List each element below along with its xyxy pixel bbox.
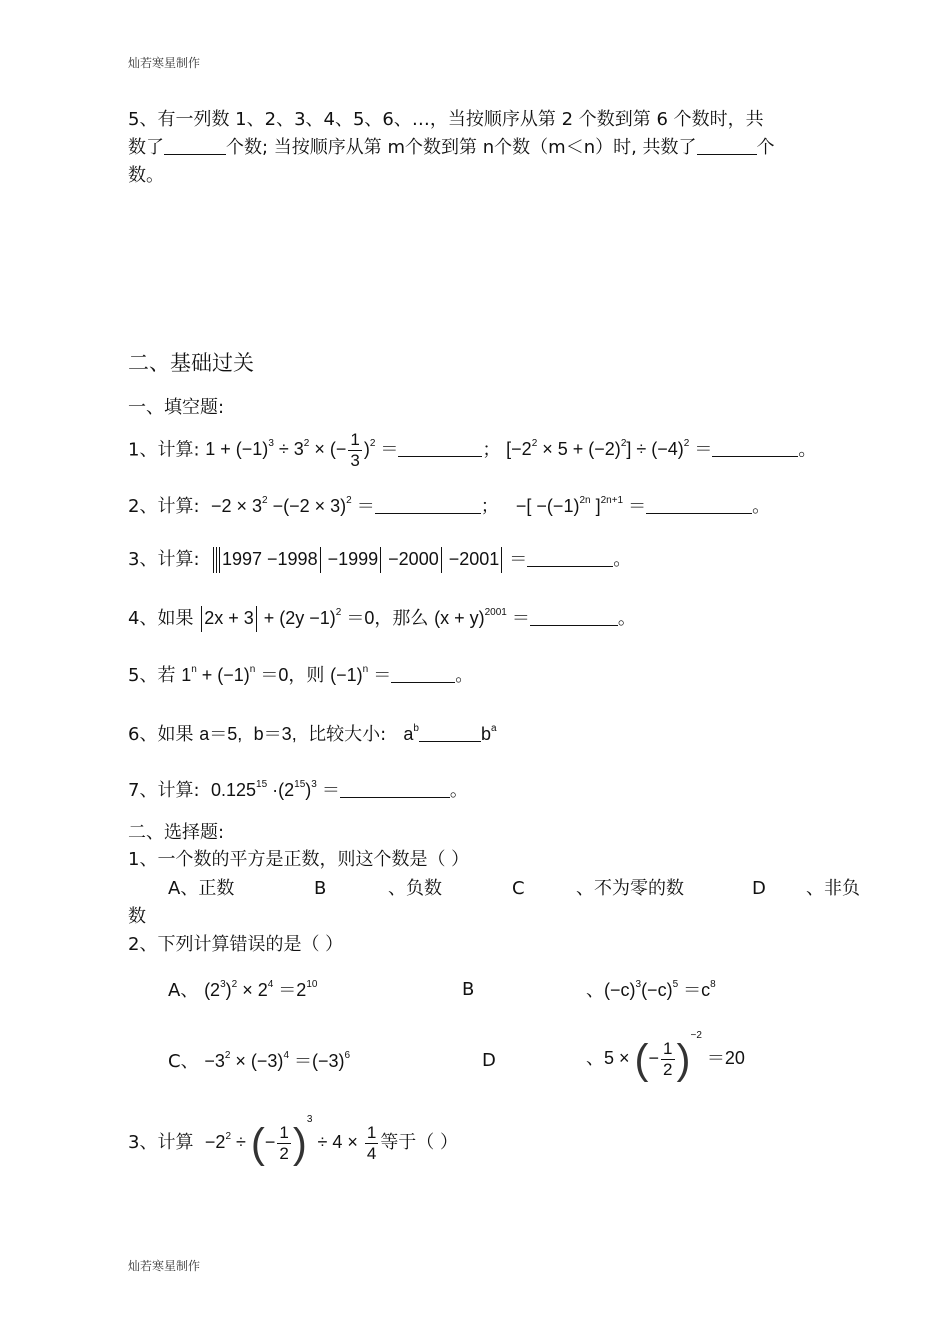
- expression: 、$(-c)^3(-c)^5 =c^8$: [586, 979, 716, 1000]
- expression: $1 + (-1)^3 \div 3^2$ × (− $\frac{1}{3}$ )$^2$ ＝: [205, 430, 399, 470]
- choice-2-option-d: [586, 1030, 745, 1083]
- page-footer: 灿若寒星制作: [128, 1259, 201, 1273]
- choice-1-option-d-text: 、非负: [806, 878, 860, 899]
- choice-1-option-b-letter: B: [314, 878, 327, 899]
- expression: $(x + y)^{2001}$ ＝: [434, 607, 530, 628]
- choice-question-1: 1、一个数的平方是正数，则这个数是（ ）: [128, 849, 470, 870]
- expression: $-2^2$ ÷ (− $\frac{1}{2}$ )$^3$ ÷ 4 × $\frac{1}{4}$: [204, 1114, 377, 1167]
- fill-question-4: 4、如果 $2x + 3 + (2y -1)^2 =0$，那么 $(x + y)^{2001}$ ＝ 。: [128, 604, 636, 633]
- fill-question-7: 7、计算: $0.125^{15} \cdot(2^{15})^3$ ＝ 。: [128, 779, 468, 801]
- choice-1-wrap: 数: [128, 906, 146, 927]
- expression: $1^n + (-1)^n =0$: [181, 664, 289, 685]
- expression: $a^b$: [403, 723, 419, 744]
- expression: $-2 \times 3^2 -(-2 \times 3)^2$ ＝: [210, 495, 375, 516]
- choice-2-option-a: A、 $(2^3)^2 \times 2^4 =2^{10}$: [168, 979, 318, 1001]
- answer-blank: [697, 136, 757, 155]
- choice-1-option-a: A、正数: [168, 878, 235, 899]
- choice-2-option-b-letter: B: [462, 979, 475, 1000]
- answer-blank: [164, 136, 226, 155]
- expression: 1997 −1998 −1999 −2000 −2001 ＝: [211, 549, 527, 569]
- expression: $2x + 3 + (2y -1)^2 =0$: [199, 608, 374, 628]
- fill-question-3: 3、计算: 1997 −1998 −1999 −2000 −2001 ＝ 。: [128, 545, 631, 574]
- top-question-line-2: 数了 个数; 当按顺序从第 m个数到第 n个数（m＜n）时, 共数了 个: [128, 137, 775, 158]
- expression: $(-1)^n$ ＝: [330, 664, 392, 685]
- choice-title: 二、选择题:: [128, 822, 225, 843]
- fill-in-title: 一、填空题:: [128, 397, 225, 418]
- choice-question-2: 2、下列计算错误的是（ ）: [128, 934, 344, 955]
- answer-blank: [398, 438, 482, 457]
- answer-blank: [712, 438, 798, 457]
- expression: −[ $-(-1)^{2n}$ ]$^{2n+1}$ ＝: [515, 495, 647, 516]
- answer-blank: [375, 495, 481, 514]
- expression: $(2^3)^2 \times 2^4 =2^{10}$: [204, 979, 318, 1000]
- answer-blank: [391, 664, 455, 683]
- expression: $[-2^2 \times 5 + (-2)^2] \div (-4)^2$ ＝: [506, 438, 713, 460]
- expression: $0.125^{15} \cdot(2^{15})^3$ ＝: [210, 779, 340, 800]
- expression: $b^a$: [480, 723, 497, 744]
- choice-1-option-c-text: 、不为零的数: [576, 878, 684, 899]
- choice-question-3: 3、计算 $-2^2$ ÷ (− $\frac{1}{2}$ )$^3$ ÷ 4 × $\frac{1}{4}$ 等于（ ）: [128, 1114, 459, 1167]
- choice-2-option-b: [586, 976, 716, 1005]
- section-title: 二、基础过关: [128, 351, 254, 375]
- choice-1-option-c-letter: C: [512, 878, 525, 899]
- answer-blank: [530, 607, 618, 626]
- fill-question-2: 2、计算: $-2 \times 3^2 -(-2 \times 3)^2$ ＝ ； −[ $-(-1)^{2n}$ ]$^{2n+1}$ ＝ 。: [128, 495, 771, 517]
- fill-question-6: 6、如果 a＝5, b＝3, 比较大小: $a^b$ $b^a$: [128, 723, 497, 745]
- fill-question-5: 5、若 $1^n + (-1)^n =0$，则 $(-1)^n$ ＝ 。: [128, 664, 474, 686]
- fill-question-1: 1、计算: $1 + (-1)^3 \div 3^2$ × (− $\frac{1}{3}$ )$^2$ ＝ ； $[-2^2 \times 5 + (-2)^2] \div (-4)^2$ ＝ 。: [128, 430, 817, 470]
- expression: 、5 × (− $\frac{1}{2}$ )$^{-2}$ ＝20: [586, 1030, 745, 1083]
- choice-1-option-d-letter: D: [752, 878, 766, 899]
- answer-blank: [419, 723, 481, 742]
- page-header: 灿若寒星制作: [128, 56, 201, 70]
- expression: $-3^2 \times (-3)^4 =(-3)^6$: [204, 1050, 351, 1071]
- top-question-line-3: 数。: [128, 165, 164, 186]
- answer-blank: [527, 548, 613, 567]
- choice-1-option-b-text: 、负数: [388, 878, 442, 899]
- answer-blank: [646, 495, 752, 514]
- choice-2-option-c: C、 $-3^2 \times (-3)^4 =(-3)^6$: [168, 1050, 351, 1072]
- choice-2-option-d-letter: D: [482, 1050, 496, 1071]
- answer-blank: [340, 779, 450, 798]
- top-question-line-1: 5、有一列数 1、2、3、4、5、6、…，当按顺序从第 2 个数到第 6 个数时，共: [128, 109, 764, 130]
